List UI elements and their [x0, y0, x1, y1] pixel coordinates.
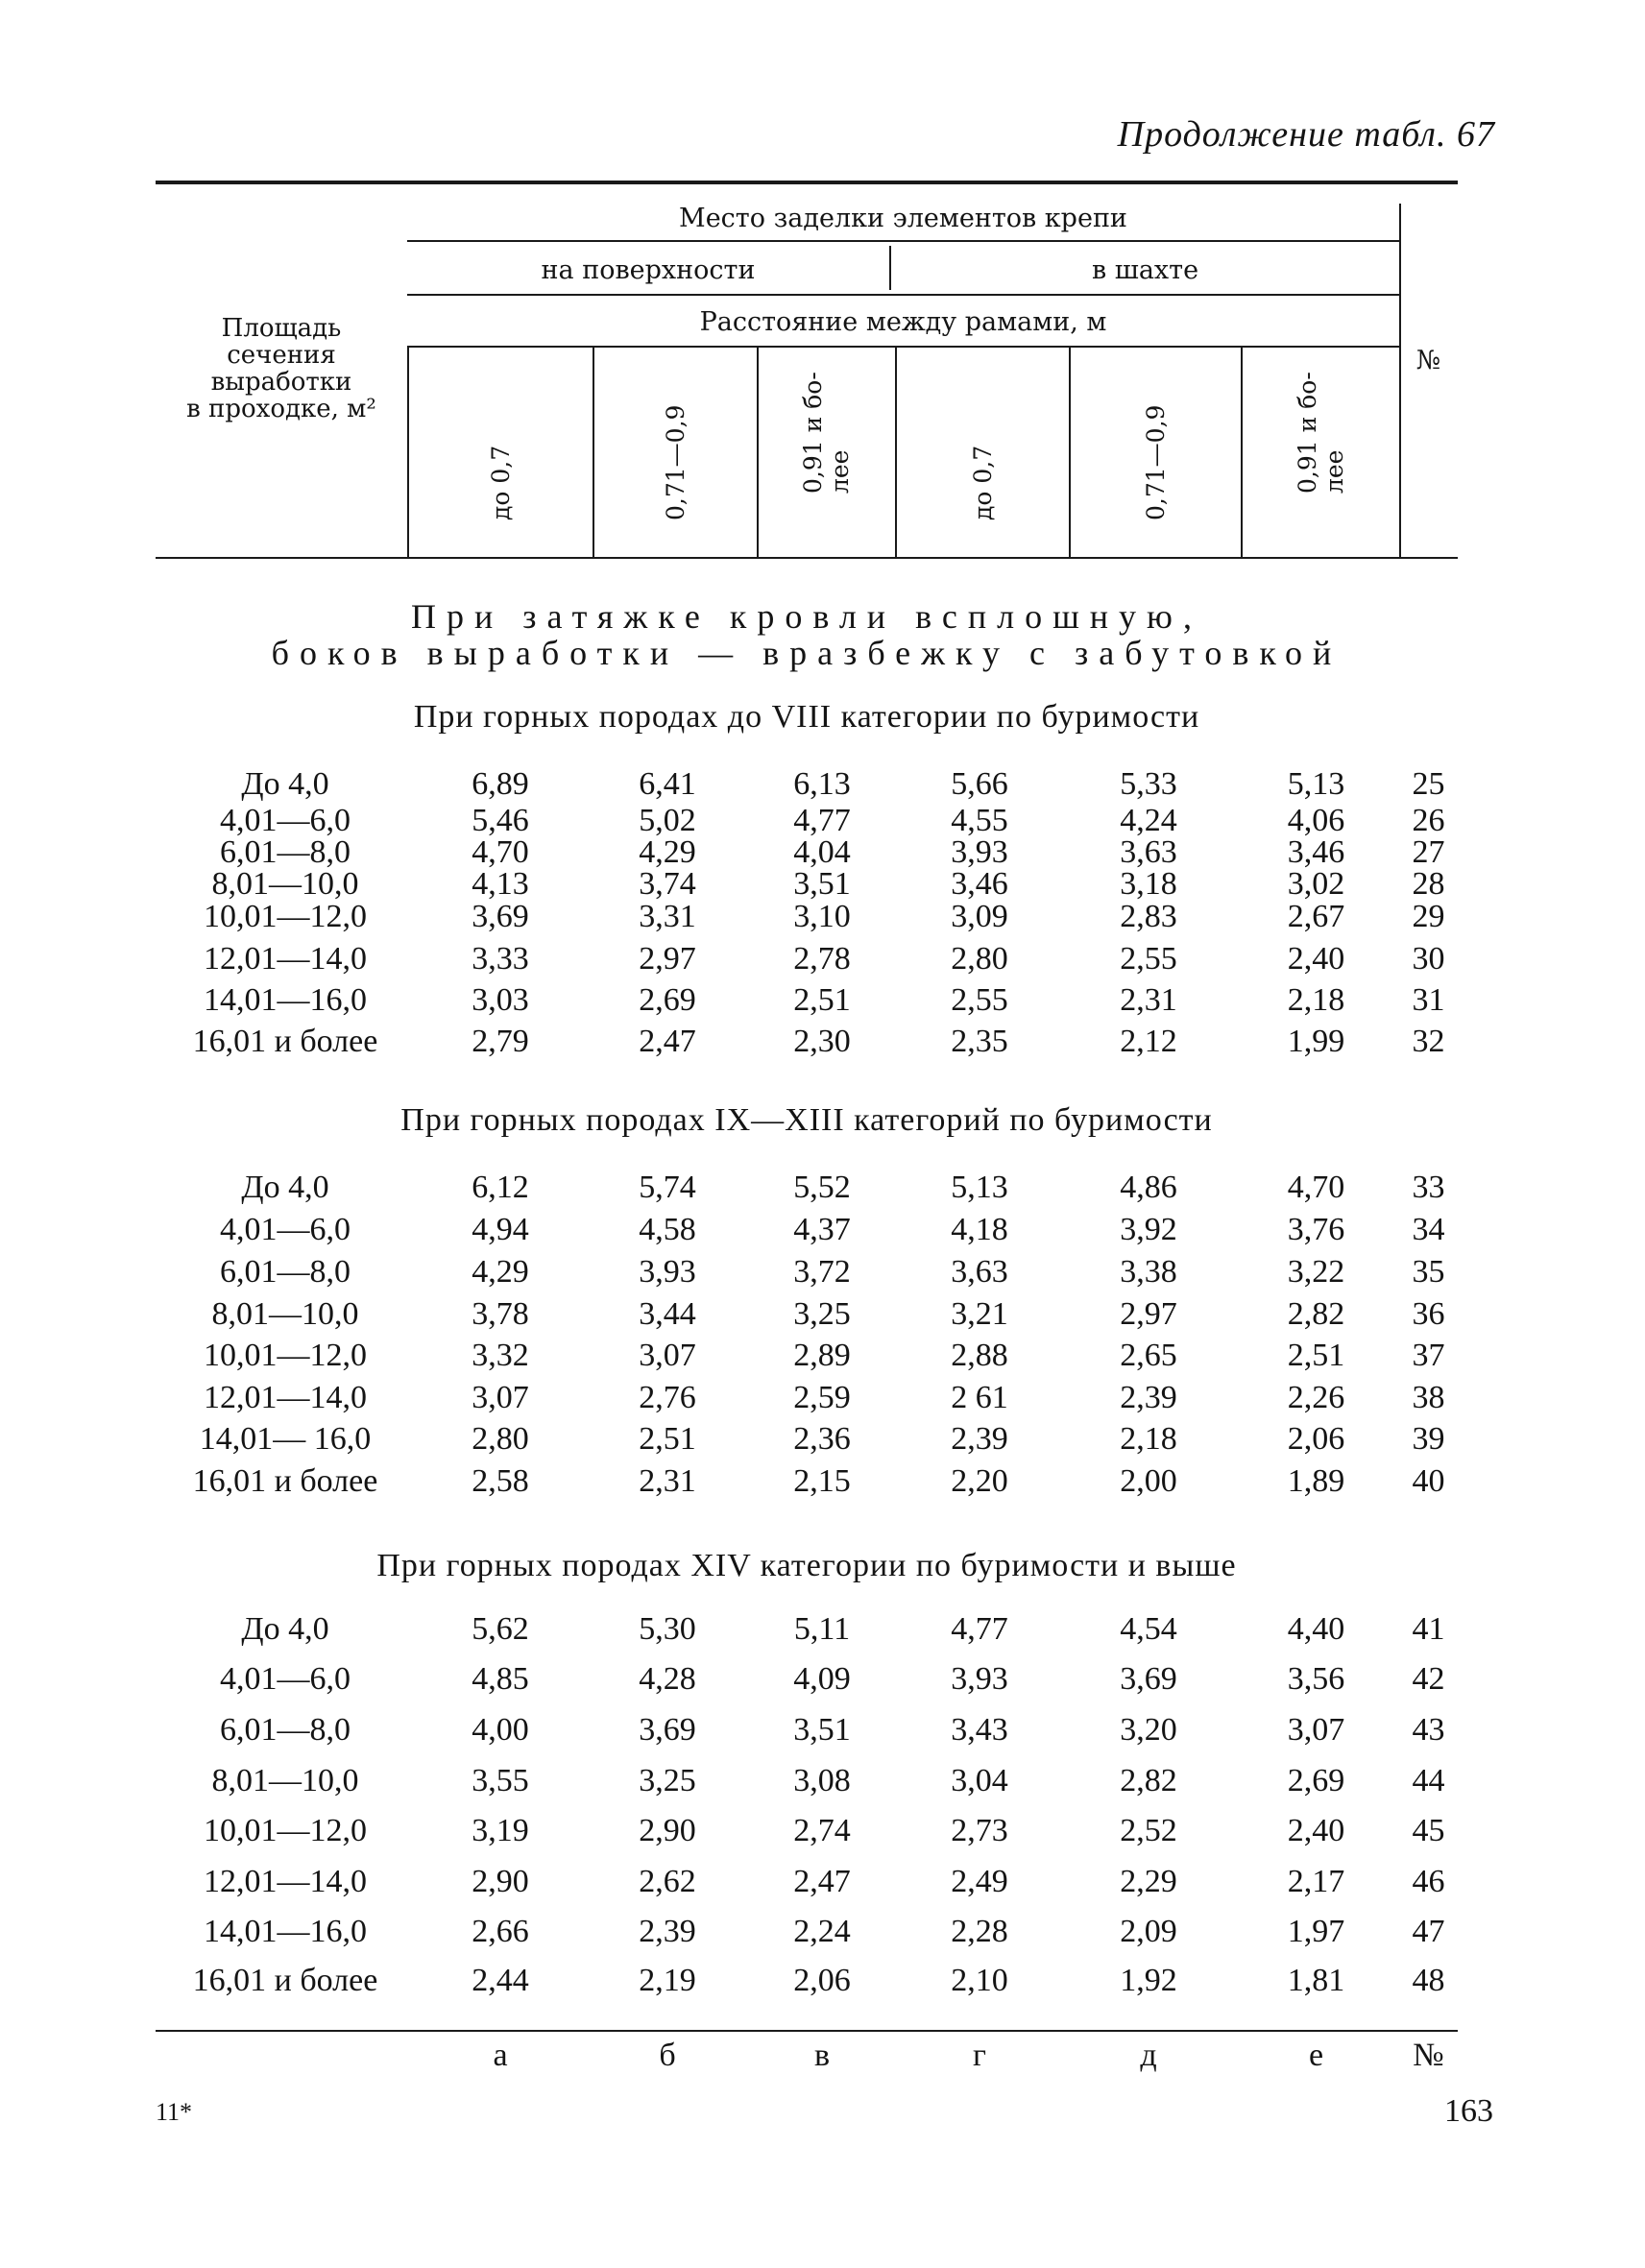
cell-d: 2,82	[1120, 1763, 1177, 1798]
row-area: 6,01—8,0	[220, 834, 351, 870]
header-line	[407, 294, 1399, 296]
cell-g: 2,55	[951, 982, 1008, 1018]
cell-b: 2,19	[639, 1963, 696, 1998]
cell-b: 5,30	[639, 1611, 696, 1647]
row-area: 14,01— 16,0	[199, 1421, 372, 1457]
footer-letter-v: в	[813, 2038, 831, 2073]
cell-a: 3,55	[472, 1763, 529, 1798]
cell-b: 3,69	[639, 1712, 696, 1748]
cell-d: 4,54	[1120, 1611, 1177, 1647]
cell-d: 3,92	[1120, 1212, 1177, 1247]
table-bottom-rule	[156, 2030, 1458, 2032]
row-number: 32	[1412, 1024, 1445, 1059]
cell-a: 6,12	[472, 1170, 529, 1205]
table-row	[156, 1763, 1458, 1801]
cell-v: 4,77	[793, 803, 851, 838]
row-number: 37	[1412, 1338, 1445, 1373]
cell-v: 2,15	[793, 1463, 851, 1499]
row-area: 8,01—10,0	[211, 866, 359, 902]
footer-letter-row	[156, 2038, 1458, 2076]
footer-letter-g: г	[973, 2038, 986, 2073]
row-number: 33	[1412, 1170, 1445, 1205]
section-title-line-2: боков выработки — вразбежку с забутовкой	[271, 634, 1343, 672]
header-place: Место заделки элементов крепи	[679, 204, 1127, 233]
table-row	[156, 766, 1458, 805]
cell-e: 1,99	[1287, 1024, 1345, 1059]
row-area: До 4,0	[241, 766, 329, 802]
cell-a: 4,00	[472, 1712, 529, 1748]
cell-a: 2,58	[472, 1463, 529, 1499]
cell-a: 3,03	[472, 982, 529, 1018]
cell-d: 3,69	[1120, 1661, 1177, 1697]
row-area: 16,01 и более	[192, 1024, 378, 1059]
row-area: 8,01—10,0	[211, 1296, 359, 1332]
cell-a: 2,44	[472, 1963, 529, 1998]
row-area: 4,01—6,0	[220, 1661, 351, 1697]
row-area: До 4,0	[241, 1170, 329, 1205]
cell-d: 2,00	[1120, 1463, 1177, 1499]
table-row	[156, 1611, 1458, 1650]
cell-b: 5,02	[639, 803, 696, 838]
cell-v: 3,10	[793, 899, 851, 934]
cell-v: 3,72	[793, 1254, 851, 1290]
table-row	[156, 1170, 1458, 1208]
cell-e: 3,46	[1287, 834, 1345, 870]
row-area: 8,01—10,0	[211, 1763, 359, 1798]
row-number: 38	[1412, 1380, 1445, 1415]
cell-e: 2,51	[1287, 1338, 1345, 1373]
cell-g: 3,93	[951, 1661, 1008, 1697]
cell-d: 4,24	[1120, 803, 1177, 838]
row-number: 28	[1412, 866, 1445, 902]
cell-v: 2,36	[793, 1421, 851, 1457]
row-area: 12,01—14,0	[204, 941, 367, 977]
cell-a: 4,29	[472, 1254, 529, 1290]
footer-letter-a: а	[493, 2038, 508, 2073]
row-area: 16,01 и более	[192, 1963, 378, 1998]
cell-b: 2,31	[639, 1463, 696, 1499]
cell-e: 4,40	[1287, 1611, 1345, 1647]
row-number: 42	[1412, 1661, 1445, 1697]
cell-g: 2,73	[951, 1813, 1008, 1848]
cell-v: 2,47	[793, 1864, 851, 1899]
row-number: 31	[1412, 982, 1445, 1018]
header-area-label: Площадь сечения выработки в проходке, м²	[186, 314, 376, 423]
row-area: 6,01—8,0	[220, 1712, 351, 1748]
cell-b: 2,76	[639, 1380, 696, 1415]
table-row	[156, 1338, 1458, 1376]
cell-v: 2,24	[793, 1914, 851, 1949]
cell-g: 4,77	[951, 1611, 1008, 1647]
cell-v: 2,89	[793, 1338, 851, 1373]
cell-d: 2,97	[1120, 1296, 1177, 1332]
cell-b: 4,29	[639, 834, 696, 870]
cell-e: 2,69	[1287, 1763, 1345, 1798]
cell-g: 3,21	[951, 1296, 1008, 1332]
row-number: 27	[1412, 834, 1445, 870]
cell-a: 2,79	[472, 1024, 529, 1059]
signature-mark: 11*	[156, 2098, 193, 2126]
cell-v: 2,74	[793, 1813, 851, 1848]
cell-a: 3,78	[472, 1296, 529, 1332]
table-header-bottom-rule	[156, 557, 1458, 559]
cell-d: 2,52	[1120, 1813, 1177, 1848]
cell-b: 3,44	[639, 1296, 696, 1332]
cell-g: 2 61	[951, 1380, 1008, 1415]
cell-d: 2,18	[1120, 1421, 1177, 1457]
row-area: 6,01—8,0	[220, 1254, 351, 1290]
cell-a: 4,85	[472, 1661, 529, 1697]
table-row	[156, 1661, 1458, 1700]
cell-v: 4,04	[793, 834, 851, 870]
table-row	[156, 1463, 1458, 1502]
cell-e: 1,97	[1287, 1914, 1345, 1949]
table-row	[156, 1296, 1458, 1335]
cell-v: 3,08	[793, 1763, 851, 1798]
cell-e: 2,17	[1287, 1864, 1345, 1899]
cell-g: 3,09	[951, 899, 1008, 934]
row-number: 30	[1412, 941, 1445, 977]
cell-a: 3,33	[472, 941, 529, 977]
row-area: До 4,0	[241, 1611, 329, 1647]
row-number: 43	[1412, 1712, 1445, 1748]
table-row	[156, 1813, 1458, 1851]
cell-v: 3,51	[793, 1712, 851, 1748]
table-row	[156, 1712, 1458, 1750]
table-row	[156, 1380, 1458, 1418]
row-area: 10,01—12,0	[204, 1813, 367, 1848]
cell-a: 5,62	[472, 1611, 529, 1647]
cell-b: 4,28	[639, 1661, 696, 1697]
cell-a: 4,70	[472, 834, 529, 870]
cell-e: 5,13	[1287, 766, 1345, 802]
cell-a: 4,13	[472, 866, 529, 902]
cell-d: 1,92	[1120, 1963, 1177, 1998]
cell-a: 2,66	[472, 1914, 529, 1949]
header-surface: на поверхности	[541, 255, 756, 285]
page-number: 163	[1444, 2093, 1493, 2129]
cell-d: 2,12	[1120, 1024, 1177, 1059]
header-col-v: 0,91 и бо- лее	[799, 372, 854, 494]
table-row	[156, 899, 1458, 937]
cell-v: 2,51	[793, 982, 851, 1018]
cell-g: 4,18	[951, 1212, 1008, 1247]
cell-a: 3,19	[472, 1813, 529, 1848]
row-number: 40	[1412, 1463, 1445, 1499]
row-area: 16,01 и более	[192, 1463, 378, 1499]
cell-a: 3,07	[472, 1380, 529, 1415]
table-row	[156, 1963, 1458, 2001]
cell-e: 4,70	[1287, 1170, 1345, 1205]
cell-a: 3,69	[472, 899, 529, 934]
row-area: 4,01—6,0	[220, 803, 351, 838]
cell-b: 3,93	[639, 1254, 696, 1290]
cell-e: 2,40	[1287, 1813, 1345, 1848]
cell-d: 3,63	[1120, 834, 1177, 870]
cell-a: 3,32	[472, 1338, 529, 1373]
cell-e: 3,56	[1287, 1661, 1345, 1697]
cell-a: 2,90	[472, 1864, 529, 1899]
cell-d: 3,20	[1120, 1712, 1177, 1748]
cell-g: 2,10	[951, 1963, 1008, 1998]
cell-d: 5,33	[1120, 766, 1177, 802]
row-number: 25	[1412, 766, 1445, 802]
cell-b: 2,51	[639, 1421, 696, 1457]
header-col-g: до 0,7	[968, 445, 997, 520]
row-number: 46	[1412, 1864, 1445, 1899]
row-number: 48	[1412, 1963, 1445, 1998]
row-number: 29	[1412, 899, 1445, 934]
cell-b: 2,97	[639, 941, 696, 977]
cell-v: 4,09	[793, 1661, 851, 1697]
table-row	[156, 1421, 1458, 1460]
row-number: 26	[1412, 803, 1445, 838]
header-line	[407, 240, 1399, 242]
cell-v: 3,51	[793, 866, 851, 902]
cell-b: 4,58	[639, 1212, 696, 1247]
cell-g: 3,46	[951, 866, 1008, 902]
footer-letter-n: №	[1413, 2038, 1444, 2073]
row-area: 12,01—14,0	[204, 1864, 367, 1899]
row-number: 45	[1412, 1813, 1445, 1848]
group-title: При горных породах IX—XIII категорий по буримости	[400, 1102, 1213, 1138]
cell-e: 2,40	[1287, 941, 1345, 977]
section-title-line-1: При затяжке кровли всплошную,	[411, 597, 1202, 636]
cell-v: 3,25	[793, 1296, 851, 1332]
cell-d: 2,09	[1120, 1914, 1177, 1949]
table-header	[156, 184, 1458, 557]
table-row	[156, 941, 1458, 979]
cell-g: 2,49	[951, 1864, 1008, 1899]
cell-g: 2,35	[951, 1024, 1008, 1059]
header-vline	[1399, 204, 1401, 557]
cell-e: 3,22	[1287, 1254, 1345, 1290]
cell-b: 6,41	[639, 766, 696, 802]
group-title: При горных породах XIV категории по буримости и выше	[376, 1548, 1237, 1583]
cell-v: 2,59	[793, 1380, 851, 1415]
cell-e: 4,06	[1287, 803, 1345, 838]
cell-g: 2,80	[951, 941, 1008, 977]
cell-g: 2,28	[951, 1914, 1008, 1949]
cell-g: 2,39	[951, 1421, 1008, 1457]
cell-v: 5,52	[793, 1170, 851, 1205]
cell-b: 2,62	[639, 1864, 696, 1899]
cell-a: 4,94	[472, 1212, 529, 1247]
cell-e: 1,89	[1287, 1463, 1345, 1499]
row-number: 36	[1412, 1296, 1445, 1332]
header-number: №	[1415, 346, 1441, 375]
cell-e: 1,81	[1287, 1963, 1345, 1998]
header-mine: в шахте	[1091, 255, 1199, 285]
cell-g: 4,55	[951, 803, 1008, 838]
cell-v: 2,30	[793, 1024, 851, 1059]
row-number: 47	[1412, 1914, 1445, 1949]
table-row	[156, 1914, 1458, 1952]
row-area: 14,01—16,0	[204, 982, 367, 1018]
table-row	[156, 1864, 1458, 1902]
cell-e: 3,02	[1287, 866, 1345, 902]
table-row	[156, 1254, 1458, 1292]
cell-e: 2,82	[1287, 1296, 1345, 1332]
row-number: 39	[1412, 1421, 1445, 1457]
header-col-e: 0,91 и бо- лее	[1293, 372, 1348, 494]
cell-b: 3,25	[639, 1763, 696, 1798]
cell-b: 5,74	[639, 1170, 696, 1205]
cell-b: 3,31	[639, 899, 696, 934]
cell-d: 2,39	[1120, 1380, 1177, 1415]
cell-g: 5,66	[951, 766, 1008, 802]
cell-g: 2,88	[951, 1338, 1008, 1373]
table-row	[156, 1024, 1458, 1062]
row-number: 35	[1412, 1254, 1445, 1290]
cell-a: 2,80	[472, 1421, 529, 1457]
row-area: 10,01—12,0	[204, 1338, 367, 1373]
cell-g: 5,13	[951, 1170, 1008, 1205]
cell-g: 3,04	[951, 1763, 1008, 1798]
cell-a: 6,89	[472, 766, 529, 802]
cell-g: 3,43	[951, 1712, 1008, 1748]
cell-e: 2,67	[1287, 899, 1345, 934]
cell-v: 6,13	[793, 766, 851, 802]
cell-v: 4,37	[793, 1212, 851, 1247]
cell-d: 2,29	[1120, 1864, 1177, 1899]
footer-letter-d: д	[1140, 2038, 1157, 2073]
row-number: 41	[1412, 1611, 1445, 1647]
footer-letter-b: б	[659, 2038, 676, 2073]
row-number: 44	[1412, 1763, 1445, 1798]
cell-d: 2,55	[1120, 941, 1177, 977]
cell-e: 2,06	[1287, 1421, 1345, 1457]
cell-d: 3,18	[1120, 866, 1177, 902]
header-distance: Расстояние между рамами, м	[699, 307, 1107, 337]
cell-v: 2,78	[793, 941, 851, 977]
group-title: При горных породах до VIII категории по буримости	[413, 699, 1200, 735]
cell-b: 2,90	[639, 1813, 696, 1848]
cell-g: 3,93	[951, 834, 1008, 870]
cell-d: 4,86	[1120, 1170, 1177, 1205]
cell-e: 3,76	[1287, 1212, 1345, 1247]
cell-a: 5,46	[472, 803, 529, 838]
cell-e: 2,18	[1287, 982, 1345, 1018]
table-row	[156, 1212, 1458, 1250]
cell-v: 5,11	[793, 1611, 851, 1647]
cell-b: 3,74	[639, 866, 696, 902]
row-area: 4,01—6,0	[220, 1212, 351, 1247]
row-area: 12,01—14,0	[204, 1380, 367, 1415]
cell-d: 2,31	[1120, 982, 1177, 1018]
cell-d: 2,83	[1120, 899, 1177, 934]
row-area: 10,01—12,0	[204, 899, 367, 934]
running-title: Продолжение табл. 67	[1117, 114, 1495, 155]
table-row	[156, 982, 1458, 1021]
cell-e: 2,26	[1287, 1380, 1345, 1415]
cell-b: 2,39	[639, 1914, 696, 1949]
cell-v: 2,06	[793, 1963, 851, 1998]
cell-b: 2,47	[639, 1024, 696, 1059]
footer-letter-e: е	[1308, 2038, 1324, 2073]
header-col-b: 0,71—0,9	[661, 404, 689, 520]
cell-g: 2,20	[951, 1463, 1008, 1499]
cell-d: 2,65	[1120, 1338, 1177, 1373]
cell-d: 3,38	[1120, 1254, 1177, 1290]
header-col-d: 0,71—0,9	[1141, 404, 1170, 520]
row-area: 14,01—16,0	[204, 1914, 367, 1949]
header-col-a: до 0,7	[486, 445, 515, 520]
cell-b: 3,07	[639, 1338, 696, 1373]
cell-b: 2,69	[639, 982, 696, 1018]
row-number: 34	[1412, 1212, 1445, 1247]
cell-g: 3,63	[951, 1254, 1008, 1290]
cell-e: 3,07	[1287, 1712, 1345, 1748]
